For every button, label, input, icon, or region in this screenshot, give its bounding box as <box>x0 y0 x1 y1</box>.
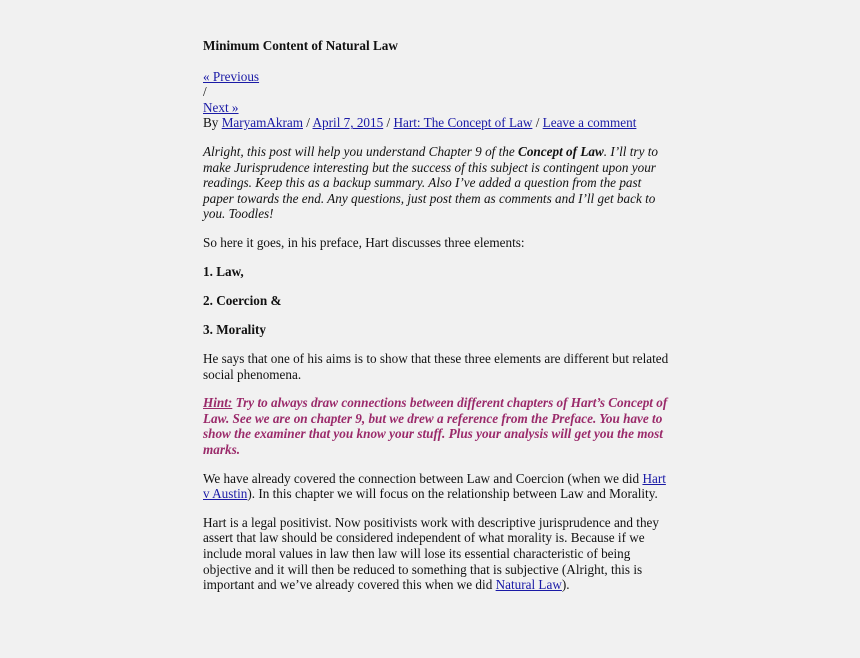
covered-text: ). In this chapter we will focus on the relationship between Law and Morality. <box>247 486 658 502</box>
intro-text: . I’ll try to make Jurisprudence interesting but the success of this subject is contingent upon your readings. Keep this as a backup summary. Also I’ve added a question from the past paper towards the end. Any questions, just post them as comments and I’ll get back to you. Toodles! <box>203 143 658 222</box>
element-morality: 3. Morality <box>203 321 266 337</box>
intro-text: Alright, this post will help you understand Chapter 9 of the <box>203 143 519 159</box>
previous-link[interactable]: « Previous <box>203 68 260 84</box>
hint-text: Try to always draw connections between different chapters of Hart’s Concept of Law. See we are on chapter 9, but we drew a reference from the Preface. You have to show the examiner that you know your stuff. Plus your analysis will get you the most marks. <box>203 395 668 458</box>
element-law: 1. Law, <box>203 263 244 279</box>
byline-separator: / <box>532 115 543 131</box>
hint-label: Hint: <box>203 395 233 411</box>
date-link[interactable]: April 7, 2015 <box>312 115 384 131</box>
byline <box>203 115 673 131</box>
leave-comment-link[interactable]: Leave a comment <box>542 115 637 131</box>
aims-paragraph: He says that one of his aims is to show that these three elements are different but related social phenomena. <box>203 351 669 382</box>
positivist-text: Hart is a legal positivist. Now positivists work with descriptive jurisprudence and they assert that law should be considered independent of what morality is. Because if we include moral values in law then law will lose its essential characteristic of being objective and it will then be reduced to something that is subjective (Alright, this is important and we’ve already covered this when we did <box>203 514 659 593</box>
hart-v-austin-link[interactable]: Hart v Austin <box>203 470 666 502</box>
byline-separator: / <box>302 115 313 131</box>
covered-text: We have already covered the connection between Law and Coercion (when we did <box>203 470 643 486</box>
byline-by: By <box>203 115 222 131</box>
post-navigation <box>203 69 673 116</box>
next-link[interactable]: Next » <box>203 99 239 115</box>
article-title: Minimum Content of Natural Law <box>203 38 398 53</box>
intro-paragraph <box>203 144 673 222</box>
preface-paragraph: So here it goes, in his preface, Hart discusses three elements: <box>203 234 525 250</box>
article <box>203 38 673 606</box>
covered-paragraph <box>203 471 673 502</box>
author-link[interactable]: MaryamAkram <box>221 115 303 131</box>
hint-paragraph <box>203 395 673 457</box>
element-coercion: 2. Coercion & <box>203 292 282 308</box>
intro-book-title: Concept of Law <box>518 143 604 159</box>
positivist-paragraph <box>203 515 673 593</box>
category-link[interactable]: Hart: The Concept of Law <box>393 115 533 131</box>
positivist-text: ). <box>561 577 570 593</box>
nav-separator: / <box>203 84 207 100</box>
byline-separator: / <box>383 115 394 131</box>
natural-law-link[interactable]: Natural Law <box>495 577 562 593</box>
